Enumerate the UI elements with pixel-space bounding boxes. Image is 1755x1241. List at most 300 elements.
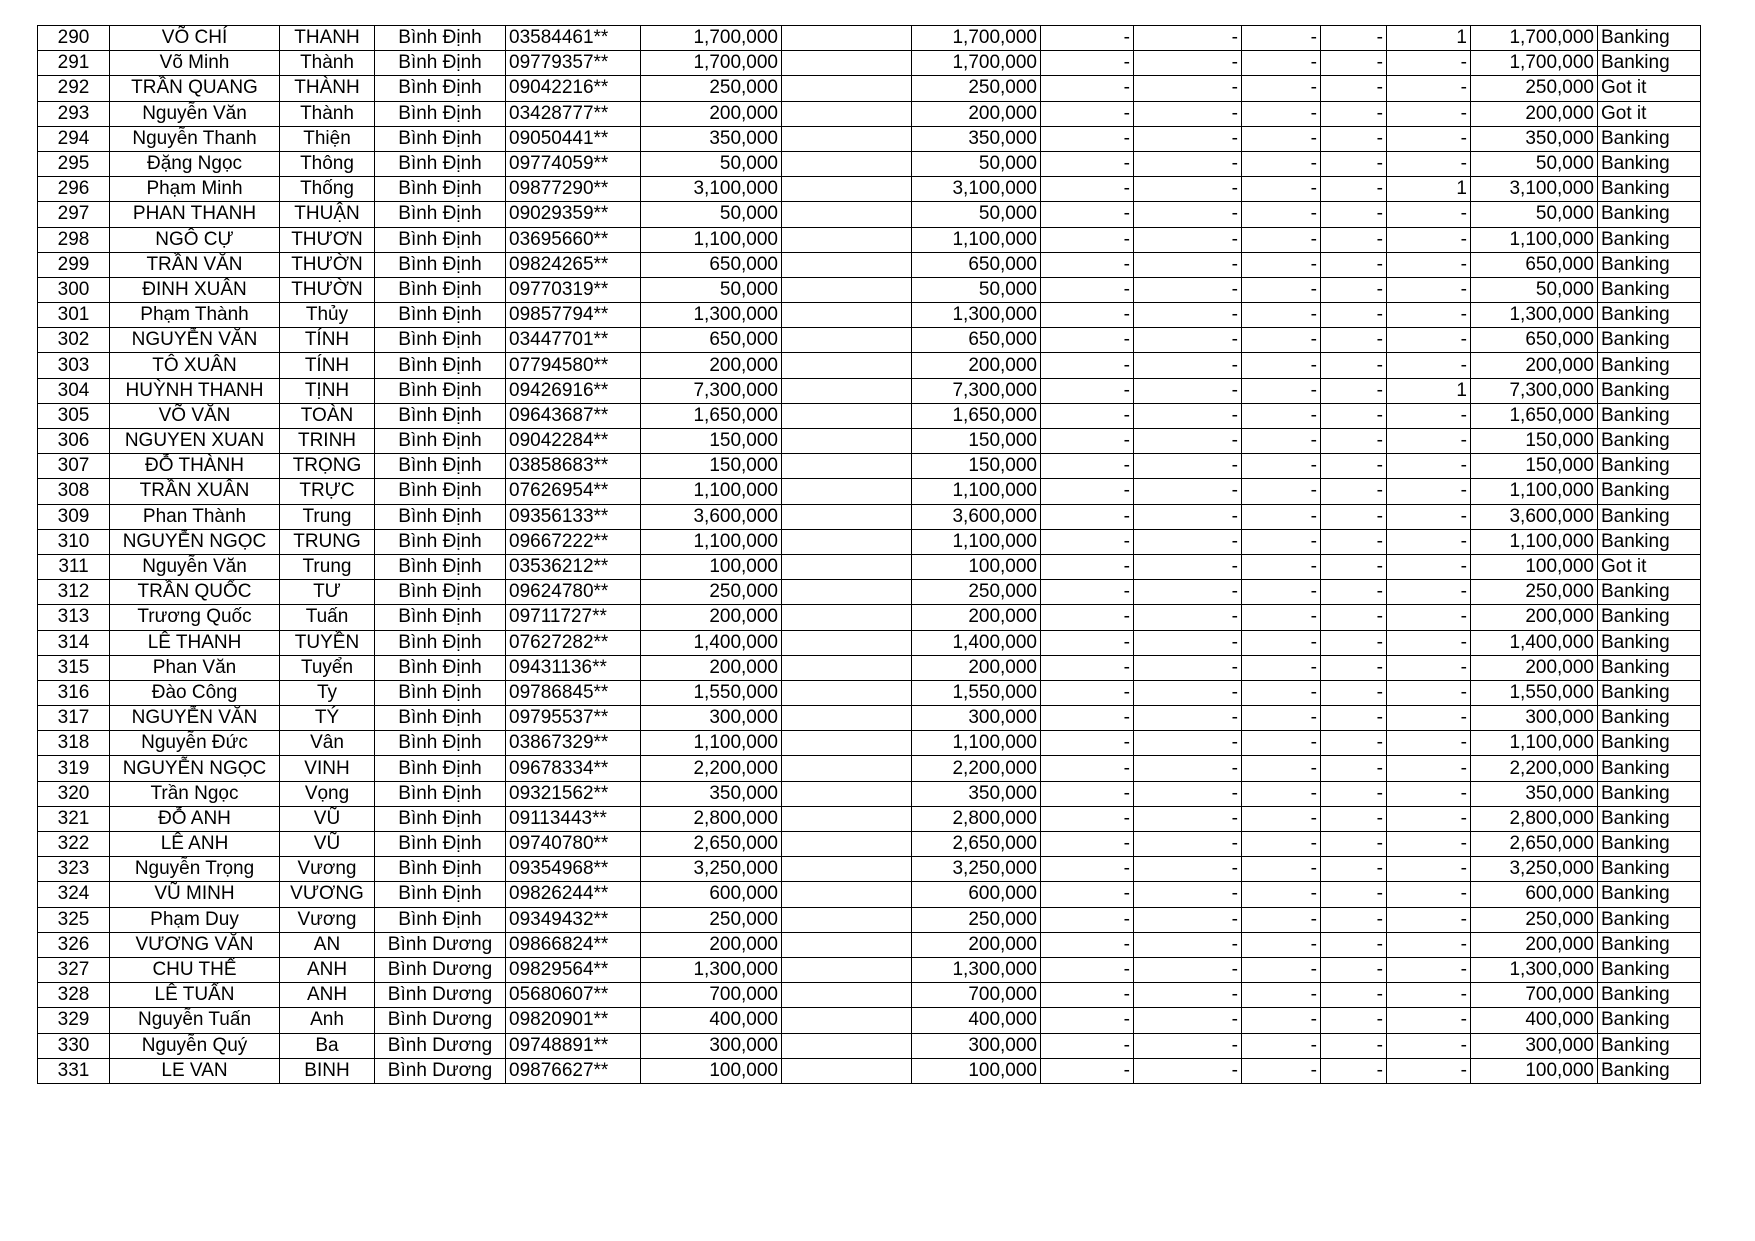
empty-column-cell	[782, 76, 912, 101]
province-cell: Bình Định	[375, 529, 506, 554]
phone-cell: 09774059**	[506, 151, 641, 176]
method-cell: Banking	[1598, 857, 1701, 882]
total-amount-cell: 400,000	[1471, 1008, 1598, 1033]
method-cell: Banking	[1598, 580, 1701, 605]
phone-cell: 09029359**	[506, 202, 641, 227]
col-a-cell: -	[1041, 479, 1134, 504]
col-c-cell: -	[1242, 857, 1321, 882]
row-number-cell: 325	[38, 907, 110, 932]
received-amount-cell: 650,000	[912, 252, 1041, 277]
received-amount-cell: 50,000	[912, 202, 1041, 227]
col-a-cell: -	[1041, 227, 1134, 252]
received-amount-cell: 250,000	[912, 76, 1041, 101]
empty-column-cell	[782, 151, 912, 176]
col-a-cell: -	[1041, 706, 1134, 731]
phone-cell: 03867329**	[506, 731, 641, 756]
phone-cell: 09356133**	[506, 504, 641, 529]
last-name-cell: TÍNH	[280, 353, 375, 378]
table-row	[38, 756, 1701, 781]
last-name-cell: THƯƠN	[280, 227, 375, 252]
total-amount-cell: 650,000	[1471, 252, 1598, 277]
province-cell: Bình Định	[375, 76, 506, 101]
empty-column-cell	[782, 101, 912, 126]
total-amount-cell: 1,650,000	[1471, 403, 1598, 428]
total-amount-cell: 300,000	[1471, 706, 1598, 731]
table-row	[38, 731, 1701, 756]
total-amount-cell: 250,000	[1471, 76, 1598, 101]
col-c-cell: -	[1242, 655, 1321, 680]
col-a-cell: -	[1041, 957, 1134, 982]
received-amount-cell: 1,100,000	[912, 479, 1041, 504]
table-row	[38, 126, 1701, 151]
first-name-cell: Phạm Minh	[110, 177, 280, 202]
received-amount-cell: 300,000	[912, 706, 1041, 731]
method-cell: Banking	[1598, 378, 1701, 403]
empty-column-cell	[782, 177, 912, 202]
total-amount-cell: 1,400,000	[1471, 630, 1598, 655]
last-name-cell: Vương	[280, 907, 375, 932]
count-cell: -	[1387, 454, 1471, 479]
row-number-cell: 321	[38, 806, 110, 831]
empty-column-cell	[782, 983, 912, 1008]
received-amount-cell: 1,650,000	[912, 403, 1041, 428]
col-d-cell: -	[1321, 1058, 1387, 1083]
total-amount-cell: 1,550,000	[1471, 680, 1598, 705]
last-name-cell: Thủy	[280, 303, 375, 328]
empty-column-cell	[782, 277, 912, 302]
col-a-cell: -	[1041, 882, 1134, 907]
received-amount-cell: 150,000	[912, 429, 1041, 454]
received-amount-cell: 3,600,000	[912, 504, 1041, 529]
col-c-cell: -	[1242, 781, 1321, 806]
row-number-cell: 327	[38, 957, 110, 982]
table-row	[38, 680, 1701, 705]
empty-column-cell	[782, 504, 912, 529]
last-name-cell: Thiện	[280, 126, 375, 151]
col-b-cell: -	[1134, 605, 1242, 630]
province-cell: Bình Định	[375, 51, 506, 76]
first-name-cell: NGUYỄN VĂN	[110, 328, 280, 353]
row-number-cell: 311	[38, 554, 110, 579]
last-name-cell: THÀNH	[280, 76, 375, 101]
last-name-cell: Ty	[280, 680, 375, 705]
empty-column-cell	[782, 227, 912, 252]
last-name-cell: Tuấn	[280, 605, 375, 630]
received-amount-cell: 1,100,000	[912, 731, 1041, 756]
total-amount-cell: 700,000	[1471, 983, 1598, 1008]
province-cell: Bình Dương	[375, 1033, 506, 1058]
last-name-cell: TRỌNG	[280, 454, 375, 479]
count-cell: 1	[1387, 26, 1471, 51]
first-name-cell: VƯƠNG VĂN	[110, 932, 280, 957]
col-c-cell: -	[1242, 680, 1321, 705]
col-b-cell: -	[1134, 907, 1242, 932]
table-row	[38, 51, 1701, 76]
phone-cell: 09426916**	[506, 378, 641, 403]
last-name-cell: TỊNH	[280, 378, 375, 403]
total-amount-cell: 1,300,000	[1471, 303, 1598, 328]
total-amount-cell: 650,000	[1471, 328, 1598, 353]
first-name-cell: Nguyễn Trọng	[110, 857, 280, 882]
count-cell: -	[1387, 857, 1471, 882]
col-c-cell: -	[1242, 554, 1321, 579]
count-cell: -	[1387, 51, 1471, 76]
province-cell: Bình Định	[375, 403, 506, 428]
col-c-cell: -	[1242, 177, 1321, 202]
phone-cell: 09624780**	[506, 580, 641, 605]
method-cell: Got it	[1598, 101, 1701, 126]
total-amount-cell: 200,000	[1471, 101, 1598, 126]
col-b-cell: -	[1134, 957, 1242, 982]
col-c-cell: -	[1242, 706, 1321, 731]
method-cell: Banking	[1598, 303, 1701, 328]
empty-column-cell	[782, 378, 912, 403]
amount-cell: 1,100,000	[641, 731, 782, 756]
province-cell: Bình Định	[375, 882, 506, 907]
province-cell: Bình Định	[375, 706, 506, 731]
province-cell: Bình Định	[375, 26, 506, 51]
empty-column-cell	[782, 605, 912, 630]
empty-column-cell	[782, 126, 912, 151]
phone-cell: 03447701**	[506, 328, 641, 353]
col-b-cell: -	[1134, 202, 1242, 227]
amount-cell: 200,000	[641, 605, 782, 630]
last-name-cell: BINH	[280, 1058, 375, 1083]
col-b-cell: -	[1134, 554, 1242, 579]
province-cell: Bình Dương	[375, 983, 506, 1008]
col-a-cell: -	[1041, 630, 1134, 655]
count-cell: -	[1387, 605, 1471, 630]
received-amount-cell: 250,000	[912, 907, 1041, 932]
table-row	[38, 252, 1701, 277]
empty-column-cell	[782, 882, 912, 907]
col-c-cell: -	[1242, 454, 1321, 479]
province-cell: Bình Dương	[375, 957, 506, 982]
received-amount-cell: 700,000	[912, 983, 1041, 1008]
amount-cell: 3,250,000	[641, 857, 782, 882]
col-d-cell: -	[1321, 479, 1387, 504]
col-a-cell: -	[1041, 907, 1134, 932]
first-name-cell: Nguyễn Thanh	[110, 126, 280, 151]
col-a-cell: -	[1041, 1058, 1134, 1083]
col-d-cell: -	[1321, 403, 1387, 428]
total-amount-cell: 2,800,000	[1471, 806, 1598, 831]
received-amount-cell: 1,300,000	[912, 957, 1041, 982]
amount-cell: 7,300,000	[641, 378, 782, 403]
table-row	[38, 857, 1701, 882]
first-name-cell: NGÔ CỰ	[110, 227, 280, 252]
row-number-cell: 296	[38, 177, 110, 202]
empty-column-cell	[782, 202, 912, 227]
phone-cell: 09826244**	[506, 882, 641, 907]
table-row	[38, 101, 1701, 126]
count-cell: -	[1387, 781, 1471, 806]
total-amount-cell: 50,000	[1471, 151, 1598, 176]
total-amount-cell: 2,650,000	[1471, 832, 1598, 857]
row-number-cell: 301	[38, 303, 110, 328]
row-number-cell: 295	[38, 151, 110, 176]
col-d-cell: -	[1321, 303, 1387, 328]
row-number-cell: 331	[38, 1058, 110, 1083]
col-d-cell: -	[1321, 806, 1387, 831]
col-a-cell: -	[1041, 554, 1134, 579]
first-name-cell: TRẦN QUANG	[110, 76, 280, 101]
col-b-cell: -	[1134, 429, 1242, 454]
row-number-cell: 326	[38, 932, 110, 957]
phone-cell: 09349432**	[506, 907, 641, 932]
count-cell: -	[1387, 479, 1471, 504]
total-amount-cell: 350,000	[1471, 126, 1598, 151]
first-name-cell: Phan Văn	[110, 655, 280, 680]
province-cell: Bình Định	[375, 605, 506, 630]
last-name-cell: Tuyển	[280, 655, 375, 680]
province-cell: Bình Định	[375, 328, 506, 353]
last-name-cell: Thành	[280, 101, 375, 126]
first-name-cell: Trần Ngọc	[110, 781, 280, 806]
method-cell: Banking	[1598, 151, 1701, 176]
col-a-cell: -	[1041, 580, 1134, 605]
col-a-cell: -	[1041, 806, 1134, 831]
col-d-cell: -	[1321, 529, 1387, 554]
last-name-cell: Thống	[280, 177, 375, 202]
method-cell: Banking	[1598, 353, 1701, 378]
table-row	[38, 781, 1701, 806]
received-amount-cell: 1,700,000	[912, 26, 1041, 51]
col-c-cell: -	[1242, 328, 1321, 353]
col-d-cell: -	[1321, 781, 1387, 806]
phone-cell: 03428777**	[506, 101, 641, 126]
row-number-cell: 318	[38, 731, 110, 756]
col-c-cell: -	[1242, 605, 1321, 630]
amount-cell: 600,000	[641, 882, 782, 907]
last-name-cell: TÍNH	[280, 328, 375, 353]
col-b-cell: -	[1134, 51, 1242, 76]
count-cell: -	[1387, 630, 1471, 655]
count-cell: -	[1387, 806, 1471, 831]
empty-column-cell	[782, 781, 912, 806]
col-a-cell: -	[1041, 529, 1134, 554]
col-d-cell: -	[1321, 151, 1387, 176]
total-amount-cell: 600,000	[1471, 882, 1598, 907]
last-name-cell: TOÀN	[280, 403, 375, 428]
col-b-cell: -	[1134, 126, 1242, 151]
last-name-cell: TRỰC	[280, 479, 375, 504]
row-number-cell: 304	[38, 378, 110, 403]
col-d-cell: -	[1321, 907, 1387, 932]
method-cell: Banking	[1598, 706, 1701, 731]
received-amount-cell: 50,000	[912, 277, 1041, 302]
amount-cell: 650,000	[641, 328, 782, 353]
col-d-cell: -	[1321, 957, 1387, 982]
count-cell: -	[1387, 227, 1471, 252]
empty-column-cell	[782, 1058, 912, 1083]
col-c-cell: -	[1242, 832, 1321, 857]
total-amount-cell: 200,000	[1471, 605, 1598, 630]
method-cell: Banking	[1598, 328, 1701, 353]
empty-column-cell	[782, 403, 912, 428]
col-c-cell: -	[1242, 504, 1321, 529]
received-amount-cell: 200,000	[912, 655, 1041, 680]
empty-column-cell	[782, 731, 912, 756]
phone-cell: 09820901**	[506, 1008, 641, 1033]
last-name-cell: VINH	[280, 756, 375, 781]
received-amount-cell: 3,100,000	[912, 177, 1041, 202]
first-name-cell: Đào Công	[110, 680, 280, 705]
last-name-cell: THƯỜN	[280, 252, 375, 277]
received-amount-cell: 150,000	[912, 454, 1041, 479]
table-row	[38, 26, 1701, 51]
last-name-cell: Vương	[280, 857, 375, 882]
first-name-cell: ĐINH XUÂN	[110, 277, 280, 302]
first-name-cell: TRẦN XUÂN	[110, 479, 280, 504]
received-amount-cell: 3,250,000	[912, 857, 1041, 882]
col-b-cell: -	[1134, 303, 1242, 328]
total-amount-cell: 200,000	[1471, 353, 1598, 378]
method-cell: Banking	[1598, 806, 1701, 831]
count-cell: -	[1387, 277, 1471, 302]
total-amount-cell: 250,000	[1471, 580, 1598, 605]
method-cell: Banking	[1598, 454, 1701, 479]
province-cell: Bình Định	[375, 151, 506, 176]
col-b-cell: -	[1134, 529, 1242, 554]
col-d-cell: -	[1321, 832, 1387, 857]
empty-column-cell	[782, 554, 912, 579]
table-row	[38, 177, 1701, 202]
table-row	[38, 957, 1701, 982]
col-b-cell: -	[1134, 227, 1242, 252]
col-a-cell: -	[1041, 781, 1134, 806]
amount-cell: 400,000	[641, 1008, 782, 1033]
method-cell: Banking	[1598, 756, 1701, 781]
total-amount-cell: 1,300,000	[1471, 957, 1598, 982]
first-name-cell: NGUYỄN NGỌC	[110, 756, 280, 781]
method-cell: Banking	[1598, 1058, 1701, 1083]
phone-cell: 03858683**	[506, 454, 641, 479]
row-number-cell: 319	[38, 756, 110, 781]
count-cell: -	[1387, 202, 1471, 227]
received-amount-cell: 1,700,000	[912, 51, 1041, 76]
last-name-cell: Ba	[280, 1033, 375, 1058]
last-name-cell: Vọng	[280, 781, 375, 806]
col-c-cell: -	[1242, 580, 1321, 605]
col-d-cell: -	[1321, 504, 1387, 529]
table-row	[38, 151, 1701, 176]
empty-column-cell	[782, 832, 912, 857]
amount-cell: 100,000	[641, 554, 782, 579]
count-cell: -	[1387, 957, 1471, 982]
col-a-cell: -	[1041, 731, 1134, 756]
phone-cell: 09042216**	[506, 76, 641, 101]
received-amount-cell: 250,000	[912, 580, 1041, 605]
table-row	[38, 806, 1701, 831]
count-cell: -	[1387, 706, 1471, 731]
col-d-cell: -	[1321, 101, 1387, 126]
table-row	[38, 706, 1701, 731]
empty-column-cell	[782, 580, 912, 605]
count-cell: -	[1387, 151, 1471, 176]
total-amount-cell: 250,000	[1471, 907, 1598, 932]
count-cell: -	[1387, 655, 1471, 680]
col-b-cell: -	[1134, 857, 1242, 882]
table-row	[38, 303, 1701, 328]
phone-cell: 09113443**	[506, 806, 641, 831]
empty-column-cell	[782, 630, 912, 655]
total-amount-cell: 100,000	[1471, 554, 1598, 579]
table-row	[38, 202, 1701, 227]
row-number-cell: 299	[38, 252, 110, 277]
amount-cell: 2,200,000	[641, 756, 782, 781]
col-a-cell: -	[1041, 1008, 1134, 1033]
count-cell: -	[1387, 832, 1471, 857]
col-a-cell: -	[1041, 857, 1134, 882]
col-b-cell: -	[1134, 655, 1242, 680]
row-number-cell: 316	[38, 680, 110, 705]
count-cell: -	[1387, 907, 1471, 932]
last-name-cell: Anh	[280, 1008, 375, 1033]
empty-column-cell	[782, 26, 912, 51]
col-d-cell: -	[1321, 378, 1387, 403]
received-amount-cell: 100,000	[912, 1058, 1041, 1083]
first-name-cell: Nguyễn Quý	[110, 1033, 280, 1058]
count-cell: -	[1387, 680, 1471, 705]
received-amount-cell: 350,000	[912, 126, 1041, 151]
empty-column-cell	[782, 1008, 912, 1033]
method-cell: Banking	[1598, 26, 1701, 51]
amount-cell: 350,000	[641, 781, 782, 806]
phone-cell: 09829564**	[506, 957, 641, 982]
total-amount-cell: 300,000	[1471, 1033, 1598, 1058]
empty-column-cell	[782, 429, 912, 454]
amount-cell: 200,000	[641, 932, 782, 957]
received-amount-cell: 50,000	[912, 151, 1041, 176]
col-a-cell: -	[1041, 26, 1134, 51]
amount-cell: 3,100,000	[641, 177, 782, 202]
first-name-cell: Nguyễn Văn	[110, 554, 280, 579]
col-a-cell: -	[1041, 429, 1134, 454]
col-d-cell: -	[1321, 983, 1387, 1008]
amount-cell: 250,000	[641, 580, 782, 605]
row-number-cell: 314	[38, 630, 110, 655]
table-row	[38, 403, 1701, 428]
row-number-cell: 305	[38, 403, 110, 428]
row-number-cell: 303	[38, 353, 110, 378]
col-c-cell: -	[1242, 731, 1321, 756]
last-name-cell: Vân	[280, 731, 375, 756]
col-c-cell: -	[1242, 957, 1321, 982]
first-name-cell: TÔ XUÂN	[110, 353, 280, 378]
total-amount-cell: 350,000	[1471, 781, 1598, 806]
col-d-cell: -	[1321, 277, 1387, 302]
count-cell: -	[1387, 1058, 1471, 1083]
row-number-cell: 302	[38, 328, 110, 353]
col-b-cell: -	[1134, 277, 1242, 302]
phone-cell: 07794580**	[506, 353, 641, 378]
col-a-cell: -	[1041, 983, 1134, 1008]
col-c-cell: -	[1242, 76, 1321, 101]
method-cell: Banking	[1598, 655, 1701, 680]
first-name-cell: VÕ CHÍ	[110, 26, 280, 51]
received-amount-cell: 200,000	[912, 932, 1041, 957]
table-row	[38, 655, 1701, 680]
phone-cell: 09779357**	[506, 51, 641, 76]
col-a-cell: -	[1041, 403, 1134, 428]
empty-column-cell	[782, 655, 912, 680]
row-number-cell: 313	[38, 605, 110, 630]
method-cell: Got it	[1598, 554, 1701, 579]
phone-cell: 09354968**	[506, 857, 641, 882]
col-d-cell: -	[1321, 76, 1387, 101]
empty-column-cell	[782, 479, 912, 504]
